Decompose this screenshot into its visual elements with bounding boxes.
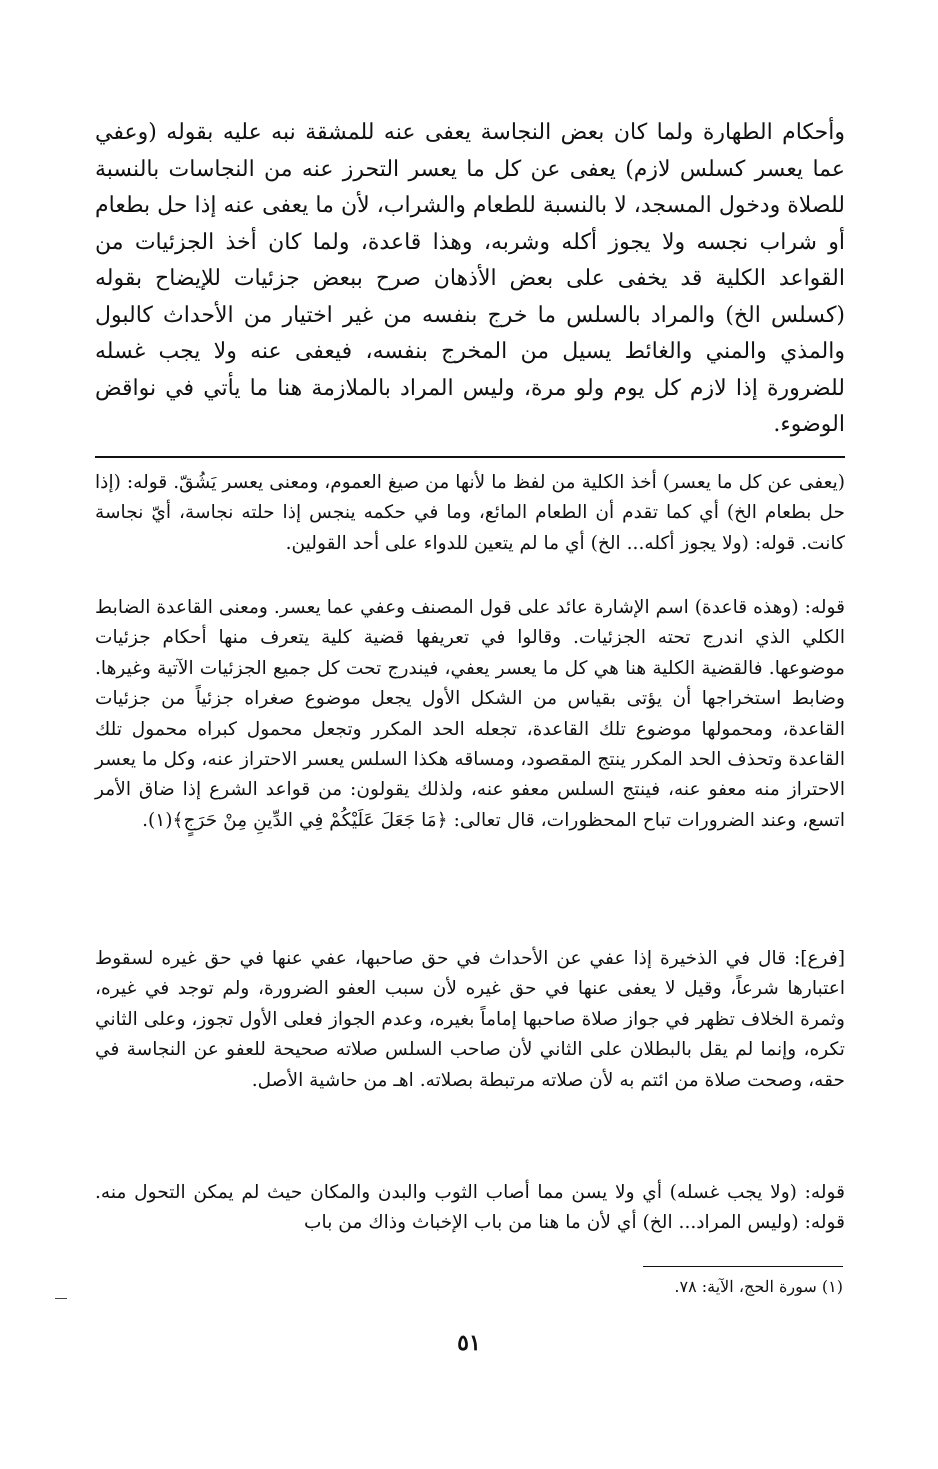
- commentary-text: قوله: (ولا يجب غسله) أي ولا يسن مما أصاب الثوب والبدن والمكان حيث لم يمكن التحول منه. قوله: (وليس المراد... الخ) أي لأن ما هنا من باب الإخباث وذاك من باب: [95, 1182, 845, 1234]
- commentary-paragraph-4: [95, 1178, 845, 1239]
- commentary-text: قوله: (وهذه قاعدة) اسم الإشارة عائد على قول المصنف وعفي عما يعسر. ومعنى القاعدة الضابط الكلي الذي اندرج تحته الجزئيات. وقالوا في تعريفها قضية كلية يتعرف منها أحكام جزئيات موضوعها. فالقضية الكلية هنا هي كل ما يعسر يعفي، فيندرج تحت كل جميع الجزئيات الآتية وغيرها. وضابط استخراجها أن يؤتى بقياس من الشكل الأول يجعل موضوع صغراه جزئياً من جزئيات القاعدة، ومحمولها موضوع تلك القاعدة، تجعله الحد المكرر وتجعل محمول كبراه محمول تلك القاعدة وتحذف الحد المكرر ينتج المقصود، ومساقه هكذا السلس يعسر الاحتراز عنه، وكل ما يعسر الاحتراز منه معفو عنه، فينتج السلس معفو عنه، ولذلك يقولون: من قواعد الشرع إذا ضاق الأمر اتسع، وعند الضرورات تباح المحظورات، قال تعالى: ﴿مَا جَعَلَ عَلَيْكُمْ فِي الدِّينِ مِنْ حَرَجٍ﴾(١).: [95, 597, 845, 831]
- footnote: (١) سورة الحج، الآية: ٧٨.: [674, 1277, 843, 1296]
- commentary-text: (يعفى عن كل ما يعسر) أخذ الكلية من لفظ ما لأنها من صيغ العموم، ومعنى يعسر يَشُقّ. قوله: (إذا حل بطعام الخ) أي كما تقدم أن الطعام المائع، وما في حكمه ينجس إذا حلته نجاسة، أيّ نجاسة كانت. قوله: (ولا يجوز أكله... الخ) أي ما لم يتعين للدواء على أحد القولين.: [95, 472, 845, 554]
- commentary-text: [فرع]: قال في الذخيرة إذا عفي عن الأحداث في حق صاحبها، عفي عنها في حق غيره لسقوط اعتبارها شرعاً، وقيل لا يعفى عنها في حق غيره لأن سبب العفو الضرورة، ولم توجد في غيره، وثمرة الخلاف تظهر في جواز صلاة صاحبها إماماً بغيره، وعدم الجواز فعلى الأول تجوز، وعلى الثاني تكره، وإنما لم يقل بالبطلان على الثاني لأن صاحب السلس صلاته صحيحة للعفو عن النجاسة في حقه، وصحت صلاة من ائتم به لأن صلاته مرتبطة بصلاته. اهـ من حاشية الأصل.: [95, 948, 845, 1091]
- commentary-paragraph-3: [95, 944, 845, 1096]
- margin-mark: [55, 1298, 67, 1299]
- page-number: ٥١: [457, 1330, 481, 1356]
- main-paragraph: وأحكام الطهارة ولما كان بعض النجاسة يعفى عنه للمشقة نبه عليه بقوله (وعفي عما يعسر كسلس لازم) يعفى عن كل ما يعسر التحرز عنه من النجاسات بالنسبة للصلاة ودخول المسجد، لا بالنسبة للطعام والشراب، لأن ما يعفى عنه إذا حل بطعام أو شراب نجسه ولا يجوز أكله وشربه، وهذا قاعدة، ولما كان أخذ الجزئيات من القواعد الكلية قد يخفى على بعض الأذهان صرح ببعض جزئيات للإيضاح بقوله (كسلس الخ) والمراد بالسلس ما خرج بنفسه من غير اختيار من الأحداث كالبول والمذي والمني والغائط يسيل من المخرج بنفسه، فيعفى عنه ولا يجب غسله للضرورة إذا لازم كل يوم ولو مرة، وليس المراد بالملازمة هنا ما يأتي في نواقض الوضوء.: [95, 120, 845, 437]
- footnote-rule: [643, 1266, 843, 1267]
- commentary-paragraph-2: [95, 593, 845, 836]
- commentary-paragraph-1: [95, 468, 845, 559]
- main-text: [95, 115, 845, 444]
- main-divider: [95, 456, 845, 458]
